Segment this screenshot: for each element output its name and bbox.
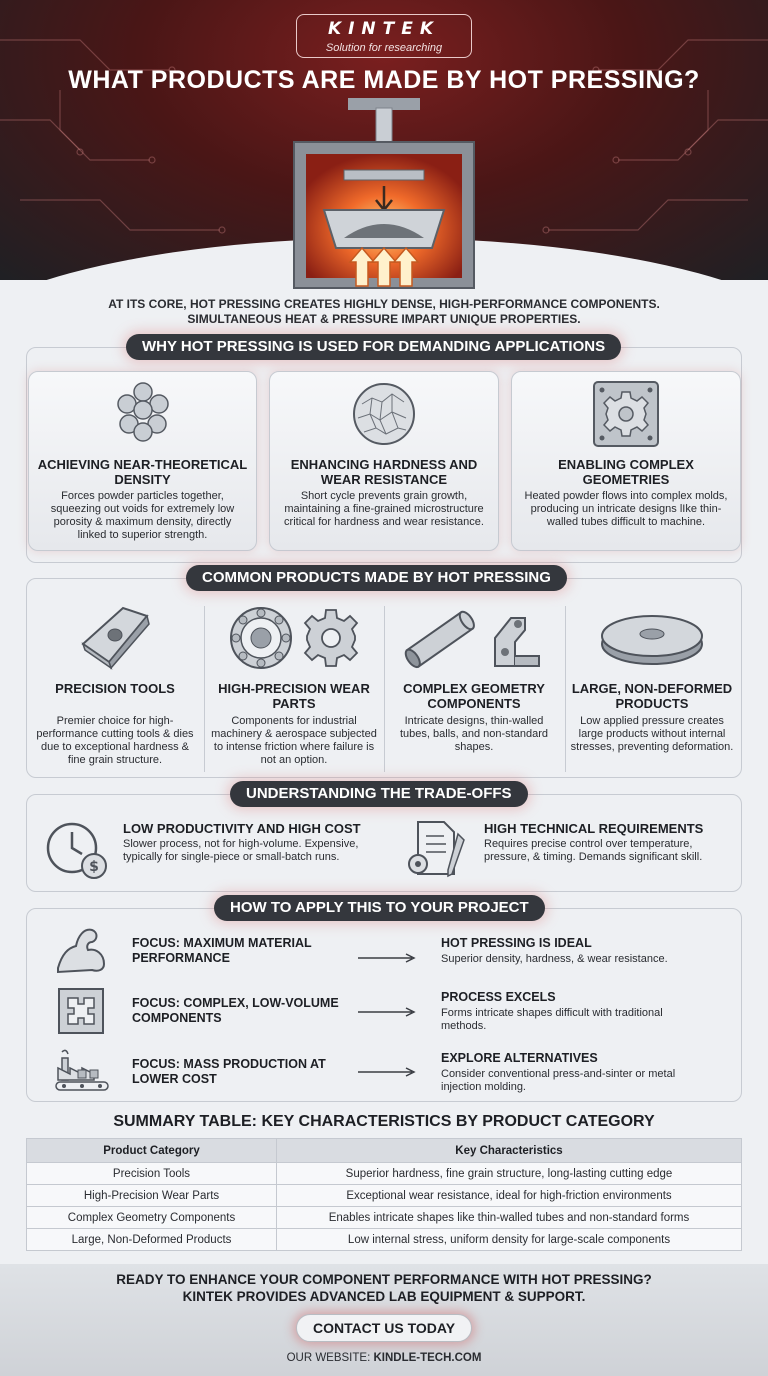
- cta-line-2: KINTEK PROVIDES ADVANCED LAB EQUIPMENT & SUPPORT.: [182, 1289, 586, 1304]
- complex-part-icon: [56, 986, 106, 1036]
- product-wear-parts: [205, 600, 383, 772]
- table-cell: Large, Non-Deformed Products: [27, 1229, 277, 1251]
- factory-conveyor-icon: [54, 1046, 110, 1096]
- why-card-title: ACHIEVING NEAR-THEORETICAL DENSITY: [37, 457, 248, 487]
- product-text: Components for industrial machinery & aerospace subjected to intense friction where failure is not an option.: [211, 715, 377, 766]
- why-heading: WHY HOT PRESSING IS USED FOR DEMANDING APPLICATIONS: [126, 334, 621, 360]
- document-gear-icon: [402, 818, 468, 884]
- table-cell: Low internal stress, uniform density for large-scale components: [277, 1229, 742, 1251]
- table-header-row: [27, 1139, 742, 1163]
- gear-mold-icon: [590, 378, 662, 450]
- tradeoff-title: LOW PRODUCTIVITY AND HIGH COST: [123, 821, 361, 836]
- grain-structure-icon: [348, 378, 420, 450]
- table-cell: High-Precision Wear Parts: [27, 1185, 277, 1207]
- arrow-right-icon: [358, 1007, 418, 1017]
- table-cell: Superior hardness, fine grain structure, long-lasting cutting edge: [277, 1163, 742, 1185]
- tradeoff-title: HIGH TECHNICAL REQUIREMENTS: [484, 821, 704, 836]
- website-line: [0, 1352, 768, 1364]
- table-cell: Enables intricate shapes like thin-walled tubes and non-standard forms: [277, 1207, 742, 1229]
- product-title: LARGE, NON-DEFORMED PRODUCTS: [571, 681, 733, 711]
- tradeoffs-heading: UNDERSTANDING THE TRADE-OFFS: [230, 781, 528, 807]
- cta-text: [0, 1271, 768, 1305]
- flexed-arm-icon: [54, 924, 108, 974]
- apply-focus: FOCUS: MAXIMUM MATERIAL PERFORMANCE: [132, 936, 312, 965]
- tradeoff-text: Requires precise control over temperature, pressure, & timing. Demands significant skill.: [484, 838, 703, 863]
- products-heading: COMMON PRODUCTS MADE BY HOT PRESSING: [186, 565, 567, 591]
- apply-result: PROCESS EXCELS: [441, 990, 556, 1004]
- column-header: Key Characteristics: [277, 1139, 742, 1163]
- table-row: [27, 1163, 742, 1185]
- website-link[interactable]: KINDLE-TECH.COM: [373, 1352, 482, 1364]
- product-text: Low applied pressure creates large products without internal stresses, preventing deformation.: [570, 715, 734, 753]
- arrow-right-icon: [358, 953, 418, 963]
- product-title: COMPLEX GEOMETRY COMPONENTS: [403, 681, 545, 711]
- why-card-geometry: [511, 371, 741, 551]
- arrow-right-icon: [358, 1067, 418, 1077]
- why-card-density: [28, 371, 257, 551]
- product-text: Intricate designs, thin-walled tubes, balls, and non-standard shapes.: [400, 715, 548, 753]
- product-title: PRECISION TOOLS: [55, 681, 175, 696]
- apply-heading: HOW TO APPLY THIS TO YOUR PROJECT: [214, 895, 545, 921]
- product-text: Premier choice for high-performance cutting tools & dies due to exceptional hardness & fine grain structure.: [36, 715, 194, 766]
- apply-focus: FOCUS: MASS PRODUCTION AT LOWER COST: [132, 1057, 326, 1086]
- table-cell: Precision Tools: [27, 1163, 277, 1185]
- logo-name: KINTEK: [327, 19, 441, 39]
- cutting-insert-icon: [75, 600, 155, 676]
- table-row: [27, 1185, 742, 1207]
- product-precision-tools: [26, 600, 204, 772]
- logo-tagline: Solution for researching: [325, 42, 443, 54]
- particle-cluster-icon: [107, 378, 179, 450]
- summary-table-title: SUMMARY TABLE: KEY CHARACTERISTICS BY PRODUCT CATEGORY: [113, 1113, 655, 1130]
- kintek-logo[interactable]: [296, 14, 472, 58]
- apply-description: Consider conventional press-and-sinter or metal injection molding.: [441, 1068, 676, 1093]
- column-header: Product Category: [27, 1139, 277, 1163]
- hot-press-icon: [284, 98, 484, 298]
- table-row: [27, 1207, 742, 1229]
- bearing-gear-icon: [219, 600, 369, 676]
- apply-focus: FOCUS: COMPLEX, LOW-VOLUME COMPONENTS: [132, 996, 339, 1025]
- table-row: [27, 1229, 742, 1251]
- contact-us-button[interactable]: CONTACT US TODAY: [296, 1314, 472, 1342]
- product-complex-geometry: [385, 600, 563, 772]
- why-card-hardness: [269, 371, 499, 551]
- clock-cost-icon: [44, 820, 110, 882]
- intro-text: AT ITS CORE, HOT PRESSING CREATES HIGHLY DENSE, HIGH-PERFORMANCE COMPONENTS. SIMULTANEOUS HEAT & PRESSURE IMPART UNIQUE PROPERTIES.: [108, 297, 660, 326]
- table-cell: Complex Geometry Components: [27, 1207, 277, 1229]
- disc-icon: [597, 600, 707, 676]
- product-large-non-deformed: [563, 600, 741, 772]
- cta-line-1: READY TO ENHANCE YOUR COMPONENT PERFORMANCE WITH HOT PRESSING?: [116, 1272, 652, 1287]
- apply-result: EXPLORE ALTERNATIVES: [441, 1051, 598, 1065]
- why-card-title: ENABLING COMPLEX GEOMETRIES: [558, 457, 694, 487]
- why-card-text: Heated powder flows into complex molds, producing un intricate designs lIke thin-walled tubes difficult to machine.: [524, 490, 728, 528]
- footer: [0, 1264, 768, 1376]
- page-title: WHAT PRODUCTS ARE MADE BY HOT PRESSING?: [68, 66, 700, 94]
- why-card-text: Short cycle prevents grain growth, maintaining a fine-grained microstructure critical for hardness and wear resistance.: [284, 490, 484, 528]
- table-cell: Exceptional wear resistance, ideal for high-friction environments: [277, 1185, 742, 1207]
- product-title: HIGH-PRECISION WEAR PARTS: [218, 681, 370, 711]
- why-card-title: ENHANCING HARDNESS AND WEAR RESISTANCE: [290, 457, 478, 487]
- why-card-text: Forces powder particles together, squeezing out voids for extremely low porosity & maximum density, directly linked to superior strength.: [50, 490, 235, 541]
- apply-description: Forms intricate shapes difficult with traditional methods.: [441, 1007, 663, 1032]
- tradeoff-text: Slower process, not for high-volume. Expensive, typically for single-piece or small-batch runs.: [123, 838, 359, 863]
- website-label: OUR WEBSITE:: [286, 1352, 371, 1364]
- apply-description: Superior density, hardness, & wear resistance.: [441, 953, 668, 965]
- apply-result: HOT PRESSING IS IDEAL: [441, 936, 592, 950]
- tube-bracket-icon: [399, 600, 549, 676]
- summary-table: [26, 1138, 742, 1251]
- svg-text:$: $: [89, 859, 99, 875]
